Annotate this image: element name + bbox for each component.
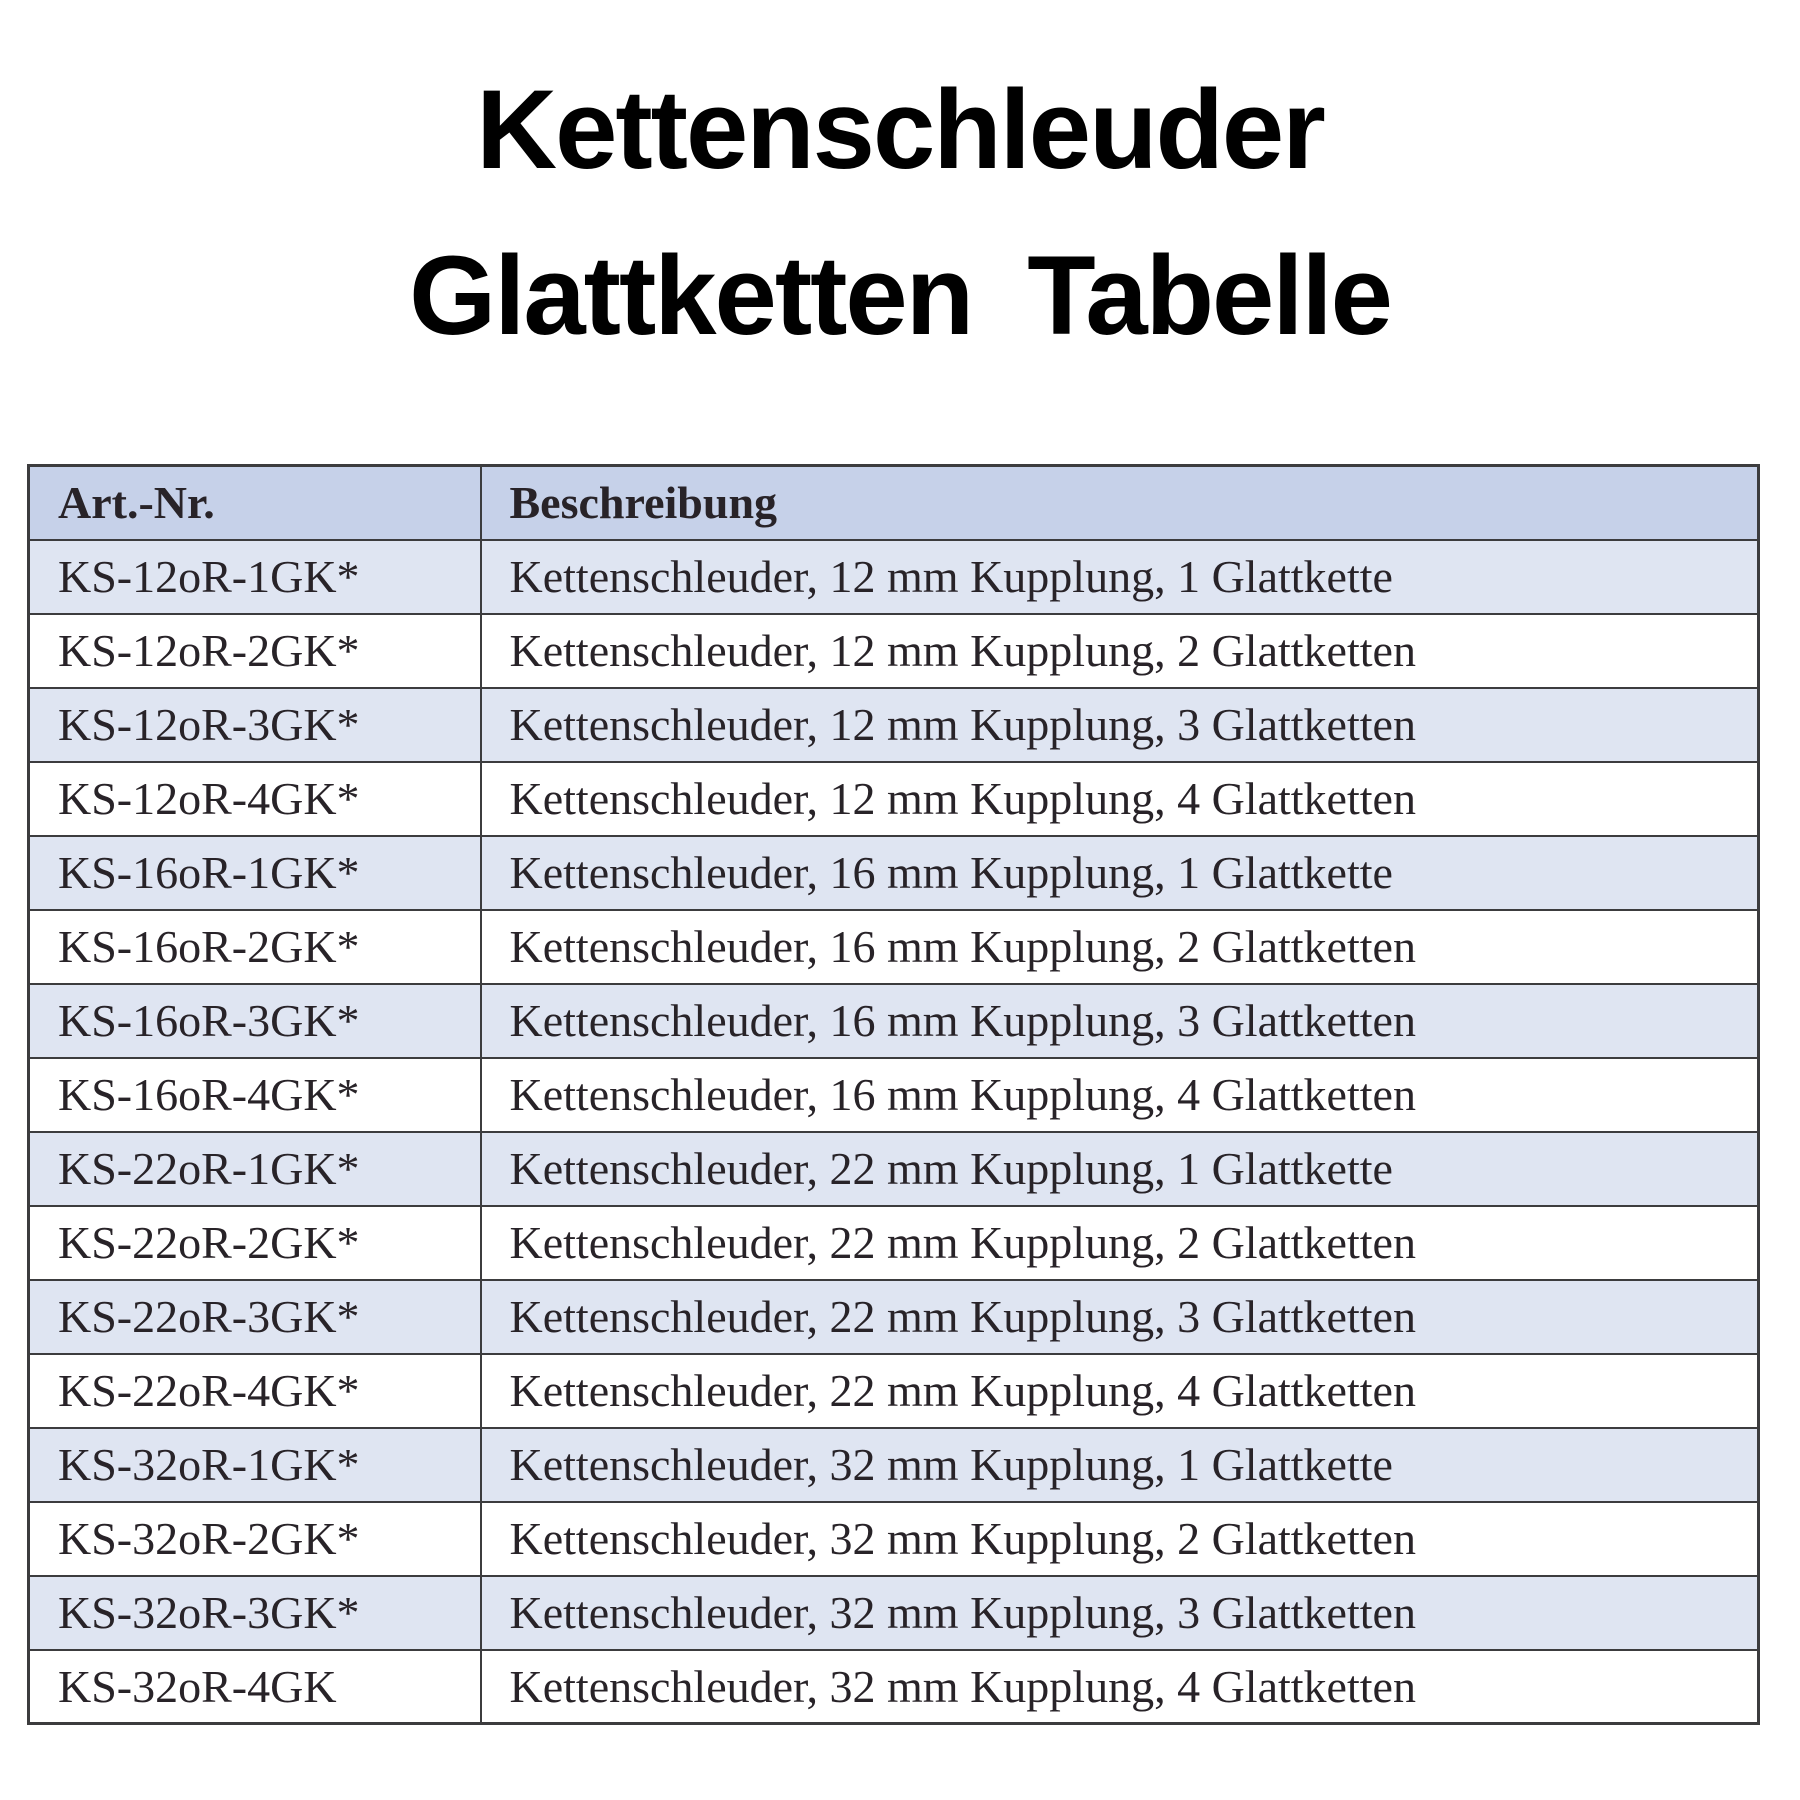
column-header-beschreibung: Beschreibung [481, 466, 1759, 540]
table-row [29, 1206, 1759, 1280]
articles-table [27, 464, 1760, 1725]
art-nr-cell: KS-16oR-3GK* [29, 984, 481, 1058]
title-line-2: Glattketten Tabelle [409, 233, 1391, 358]
table-row [29, 1576, 1759, 1650]
art-nr-cell: KS-22oR-1GK* [29, 1132, 481, 1206]
art-nr-cell: KS-12oR-2GK* [29, 614, 481, 688]
table-body [29, 540, 1759, 1724]
art-nr-cell: KS-22oR-2GK* [29, 1206, 481, 1280]
description-cell: Kettenschleuder, 16 mm Kupplung, 1 Glattkette [481, 836, 1759, 910]
description-cell: Kettenschleuder, 12 mm Kupplung, 2 Glattketten [481, 614, 1759, 688]
art-nr-cell: KS-32oR-4GK [29, 1650, 481, 1724]
description-cell: Kettenschleuder, 22 mm Kupplung, 2 Glattketten [481, 1206, 1759, 1280]
table-row [29, 540, 1759, 614]
table-row [29, 1428, 1759, 1502]
art-nr-cell: KS-12oR-4GK* [29, 762, 481, 836]
description-cell: Kettenschleuder, 16 mm Kupplung, 2 Glattketten [481, 910, 1759, 984]
art-nr-cell: KS-16oR-1GK* [29, 836, 481, 910]
table-row [29, 762, 1759, 836]
table-row [29, 1058, 1759, 1132]
table-row [29, 1354, 1759, 1428]
description-cell: Kettenschleuder, 12 mm Kupplung, 1 Glattkette [481, 540, 1759, 614]
description-cell: Kettenschleuder, 16 mm Kupplung, 3 Glattketten [481, 984, 1759, 1058]
art-nr-cell: KS-12oR-3GK* [29, 688, 481, 762]
description-cell: Kettenschleuder, 12 mm Kupplung, 4 Glattketten [481, 762, 1759, 836]
table-row [29, 1502, 1759, 1576]
table-header-row [29, 466, 1759, 540]
art-nr-cell: KS-22oR-3GK* [29, 1280, 481, 1354]
table-row [29, 1132, 1759, 1206]
art-nr-cell: KS-32oR-3GK* [29, 1576, 481, 1650]
art-nr-cell: KS-22oR-4GK* [29, 1354, 481, 1428]
description-cell: Kettenschleuder, 16 mm Kupplung, 4 Glattketten [481, 1058, 1759, 1132]
description-cell: Kettenschleuder, 12 mm Kupplung, 3 Glattketten [481, 688, 1759, 762]
table-row [29, 1280, 1759, 1354]
description-cell: Kettenschleuder, 32 mm Kupplung, 3 Glattketten [481, 1576, 1759, 1650]
art-nr-cell: KS-16oR-2GK* [29, 910, 481, 984]
art-nr-cell: KS-32oR-2GK* [29, 1502, 481, 1576]
table-row [29, 688, 1759, 762]
description-cell: Kettenschleuder, 22 mm Kupplung, 3 Glattketten [481, 1280, 1759, 1354]
table-row [29, 910, 1759, 984]
title-line-1: Kettenschleuder [476, 67, 1324, 192]
column-header-art-nr: Art.-Nr. [29, 466, 481, 540]
description-cell: Kettenschleuder, 22 mm Kupplung, 1 Glattkette [481, 1132, 1759, 1206]
art-nr-cell: KS-32oR-1GK* [29, 1428, 481, 1502]
art-nr-cell: KS-12oR-1GK* [29, 540, 481, 614]
table-row [29, 984, 1759, 1058]
table-row [29, 1650, 1759, 1724]
table-row [29, 614, 1759, 688]
description-cell: Kettenschleuder, 32 mm Kupplung, 2 Glattketten [481, 1502, 1759, 1576]
art-nr-cell: KS-16oR-4GK* [29, 1058, 481, 1132]
description-cell: Kettenschleuder, 22 mm Kupplung, 4 Glattketten [481, 1354, 1759, 1428]
description-cell: Kettenschleuder, 32 mm Kupplung, 1 Glattkette [481, 1428, 1759, 1502]
description-cell: Kettenschleuder, 32 mm Kupplung, 4 Glattketten [481, 1650, 1759, 1724]
table-row [29, 836, 1759, 910]
page-title [0, 0, 1800, 356]
